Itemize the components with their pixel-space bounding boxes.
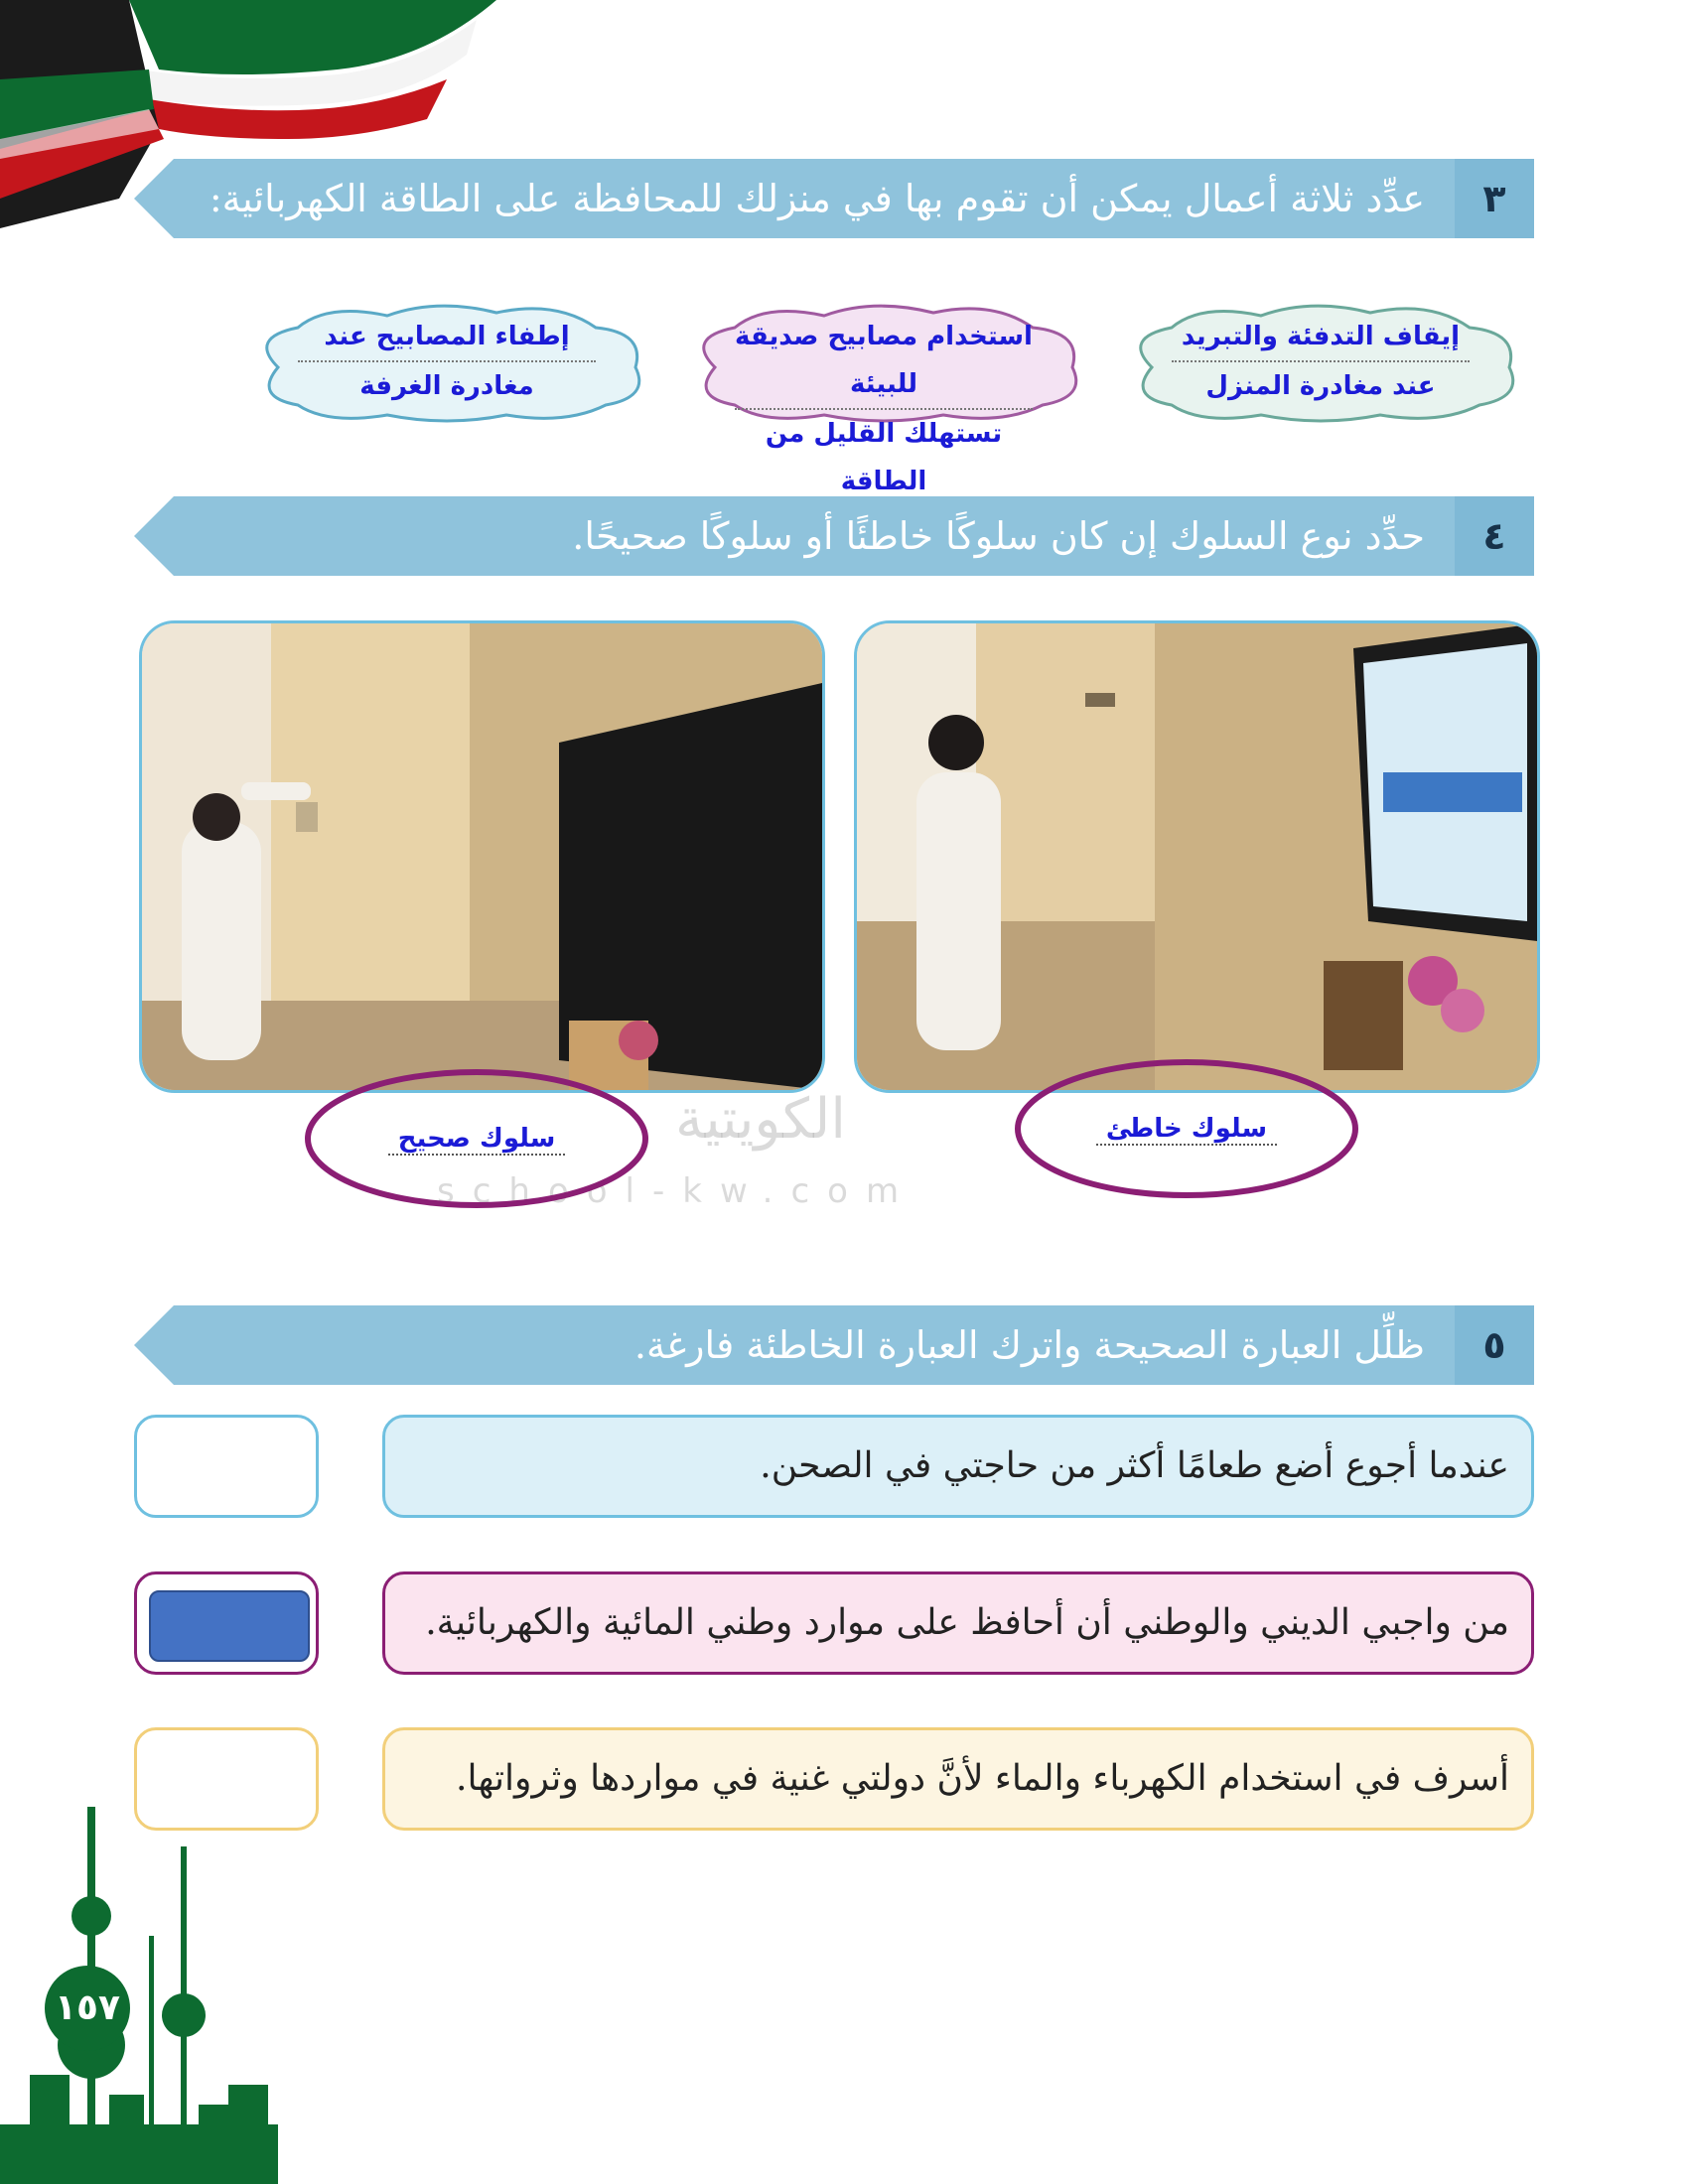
- behavior-answer-wrong: سلوك خاطئ: [1096, 1114, 1277, 1146]
- page-number: ١٥٧: [45, 1966, 130, 2051]
- question-4-text: حدِّد نوع السلوك إن كان سلوكًا خاطئًا أو سلوكًا صحيحًا.: [572, 514, 1425, 558]
- room-scene-image: [857, 623, 1537, 1090]
- answer-cloud-1-line1: إيقاف التدفئة والتبريد: [1172, 313, 1470, 362]
- question-4-number: ٤: [1455, 496, 1534, 576]
- answer-oval-right: [1013, 1057, 1360, 1201]
- answer-cloud-2-line2: تستهلك القليل من الطاقة: [765, 419, 1003, 496]
- answer-cloud-2-text: [675, 313, 1092, 505]
- question-3-number: ٣: [1455, 159, 1534, 238]
- answer-cloud-2: [675, 298, 1092, 496]
- answer-cloud-3-line1: إطفاء المصابيح عند: [298, 313, 596, 362]
- statement-2-shaded-mark: [149, 1590, 310, 1662]
- question-5-text: ظلِّل العبارة الصحيحة واترك العبارة الخاطئة فارغة.: [633, 1323, 1425, 1367]
- kuwait-towers-skyline-icon: [0, 1807, 278, 2184]
- answer-oval-left-text: [303, 1067, 650, 1211]
- question-3-text: عدِّد ثلاثة أعمال يمكن أن تقوم بها في منزلك للمحافظة على الطاقة الكهربائية:: [209, 177, 1425, 220]
- statement-1-answer-box[interactable]: [134, 1415, 319, 1518]
- answer-cloud-3-text: [238, 313, 655, 410]
- answer-cloud-3: [238, 298, 655, 427]
- photo-boy-switching-off-light: [139, 620, 825, 1093]
- answer-cloud-1-line2: عند مغادرة المنزل: [1205, 371, 1436, 401]
- statement-row-1: [134, 1415, 1534, 1522]
- answer-cloud-1-text: [1112, 313, 1529, 410]
- answer-cloud-1: [1112, 298, 1529, 427]
- question-5-number: ٥: [1455, 1305, 1534, 1385]
- question-3-header: [134, 159, 1534, 238]
- answer-oval-right-text: [1013, 1057, 1360, 1201]
- answer-oval-left: [303, 1067, 650, 1211]
- statement-3-text: أسرف في استخدام الكهرباء والماء لأنَّ دولتي غنية في مواردها وثرواتها.: [382, 1727, 1534, 1831]
- photo-boy-leaving-tv-on: [854, 620, 1540, 1093]
- statement-2-answer-box[interactable]: [134, 1571, 319, 1675]
- watermark-arabic: الكويتية: [675, 1087, 846, 1152]
- room-scene-image: [142, 623, 822, 1090]
- question-4-header: [134, 496, 1534, 576]
- statement-1-text: عندما أجوع أضع طعامًا أكثر من حاجتي في الصحن.: [382, 1415, 1534, 1518]
- answer-cloud-2-line1: استخدام مصابيح صديقة للبيئة: [735, 313, 1033, 410]
- statement-row-3: [134, 1727, 1534, 1835]
- question-5-header: [134, 1305, 1534, 1385]
- behavior-answer-correct: سلوك صحيح: [388, 1124, 566, 1156]
- statement-2-text: من واجبي الديني والوطني أن أحافظ على موارد وطني المائية والكهربائية.: [382, 1571, 1534, 1675]
- statement-row-2: [134, 1571, 1534, 1679]
- answer-cloud-3-line2: مغادرة الغرفة: [359, 371, 534, 401]
- watermark-latin: school-kw.com: [437, 1171, 917, 1211]
